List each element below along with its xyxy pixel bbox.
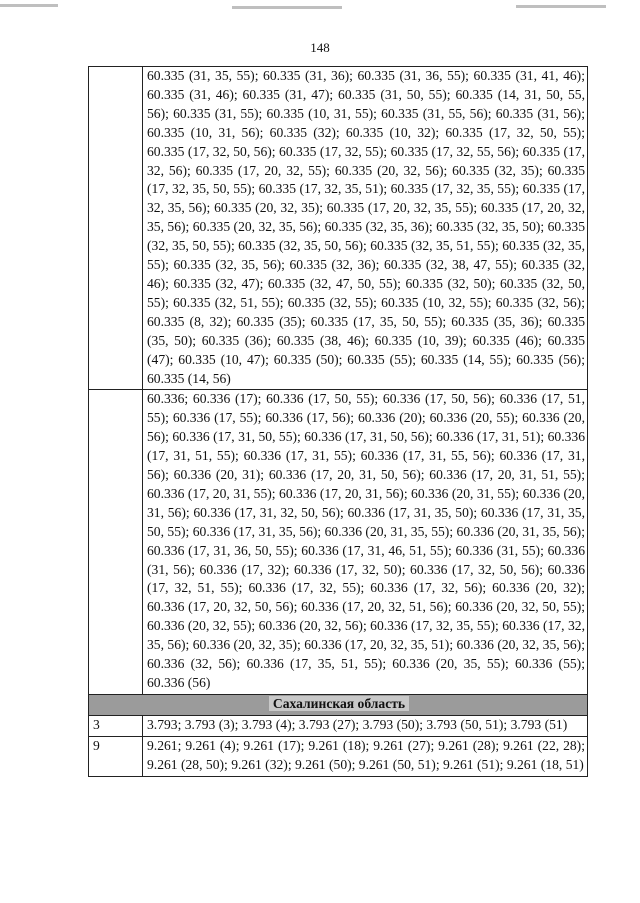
codes-table: [88, 66, 588, 777]
codes-cell: 3.793; 3.793 (3); 3.793 (4); 3.793 (27); 3.793 (50); 3.793 (50, 51); 3.793 (51): [143, 715, 588, 736]
scan-artifact-center: [232, 6, 342, 9]
region-header-cell: [89, 694, 588, 715]
page-number: 148: [310, 40, 330, 55]
table-row: [89, 67, 588, 390]
scan-artifact-left: [0, 4, 58, 7]
row-number-cell: [89, 390, 143, 695]
region-header-row: [89, 694, 588, 715]
row-number-cell: 3: [89, 715, 143, 736]
codes-cell: 60.335 (31, 35, 55); 60.335 (31, 36); 60.335 (31, 36, 55); 60.335 (31, 41, 46); 60.335 (31, 46); 60.335 (31, 47); 60.335 (31, 50, 55); 60.335 (14, 31, 50, 55, 56); 60.335 (31, 55); 60.335 (10, 31, 55); 60.335 (31, 55, 56); 60.335 (31, 56); 60.335 (10, 31, 56); 60.335 (32); 60.335 (10, 32); 60.335 (17, 32, 50, 55); 60.335 (17, 32, 50, 56); 60.335 (17, 32, 55); 60.335 (17, 32, 55, 56); 60.335 (17, 32, 56); 60.335 (17, 20, 32, 55); 60.335 (20, 32, 56); 60.335 (32, 35); 60.335 (17, 32, 35, 50, 55); 60.335 (17, 32, 35, 51); 60.335 (17, 32, 35, 55); 60.335 (17, 32, 35, 56); 60.335 (20, 32, 35); 60.335 (17, 20, 32, 35, 55); 60.335 (17, 20, 32, 35, 56); 60.335 (20, 32, 35, 56); 60.335 (32, 35, 36); 60.335 (32, 35, 50); 60.335 (32, 35, 50, 55); 60.335 (32, 35, 50, 56); 60.335 (32, 35, 51, 55); 60.335 (32, 35, 55); 60.335 (32, 35, 56); 60.335 (32, 36); 60.335 (32, 38, 47, 55); 60.335 (32, 46); 60.335 (32, 47); 60.335 (32, 47, 50, 55); 60.335 (32, 50); 60.335 (32, 50, 55); 60.335 (32, 51, 55); 60.335 (32, 55); 60.335 (10, 32, 55); 60.335 (32, 56); 60.335 (8, 32); 60.335 (35); 60.335 (17, 35, 50, 55); 60.335 (35, 36); 60.335 (35, 50); 60.335 (36); 60.335 (38, 46); 60.335 (10, 39); 60.335 (46); 60.335 (47); 60.335 (10, 47); 60.335 (50); 60.335 (55); 60.335 (14, 55); 60.335 (56); 60.335 (14, 56): [143, 67, 588, 390]
table-row: [89, 715, 588, 736]
row-number-cell: 9: [89, 736, 143, 776]
codes-cell: 60.336; 60.336 (17); 60.336 (17, 50, 55); 60.336 (17, 50, 56); 60.336 (17, 51, 55); 60.336 (17, 55); 60.336 (17, 56); 60.336 (20); 60.336 (20, 55); 60.336 (20, 56); 60.336 (17, 31, 50, 55); 60.336 (17, 31, 50, 56); 60.336 (17, 31, 51); 60.336 (17, 31, 51, 55); 60.336 (17, 31, 55); 60.336 (17, 31, 55, 56); 60.336 (17, 31, 56); 60.336 (20, 31); 60.336 (17, 20, 31, 50, 56); 60.336 (17, 20, 31, 51, 55); 60.336 (17, 20, 31, 55); 60.336 (17, 20, 31, 56); 60.336 (20, 31, 55); 60.336 (20, 31, 56); 60.336 (17, 31, 32, 50, 56); 60.336 (17, 31, 35, 50); 60.336 (17, 31, 35, 50, 55); 60.336 (17, 31, 35, 56); 60.336 (20, 31, 35, 55); 60.336 (20, 31, 35, 56); 60.336 (17, 31, 36, 50, 55); 60.336 (17, 31, 46, 51, 55); 60.336 (31, 55); 60.336 (31, 56); 60.336 (17, 32); 60.336 (17, 32, 50); 60.336 (17, 32, 50, 56); 60.336 (17, 32, 51, 55); 60.336 (17, 32, 55); 60.336 (17, 32, 56); 60.336 (20, 32); 60.336 (17, 20, 32, 50, 56); 60.336 (17, 20, 32, 51, 56); 60.336 (20, 32, 50, 55); 60.336 (20, 32, 55); 60.336 (20, 32, 56); 60.336 (17, 32, 35, 55); 60.336 (17, 32, 35, 56); 60.336 (20, 32, 35); 60.336 (17, 20, 32, 35, 51); 60.336 (20, 32, 35, 56); 60.336 (32, 56); 60.336 (17, 35, 51, 55); 60.336 (20, 35, 55); 60.336 (55); 60.336 (56): [143, 390, 588, 695]
row-number-cell: [89, 67, 143, 390]
scan-artifact-right: [516, 5, 606, 8]
codes-cell: 9.261; 9.261 (4); 9.261 (17); 9.261 (18); 9.261 (27); 9.261 (28); 9.261 (22, 28); 9.261 (28, 50); 9.261 (32); 9.261 (50); 9.261 (50, 51); 9.261 (51); 9.261 (18, 51): [143, 736, 588, 776]
table-row: [89, 736, 588, 776]
table-row: [89, 390, 588, 695]
region-title: Сахалинская область: [269, 696, 409, 711]
